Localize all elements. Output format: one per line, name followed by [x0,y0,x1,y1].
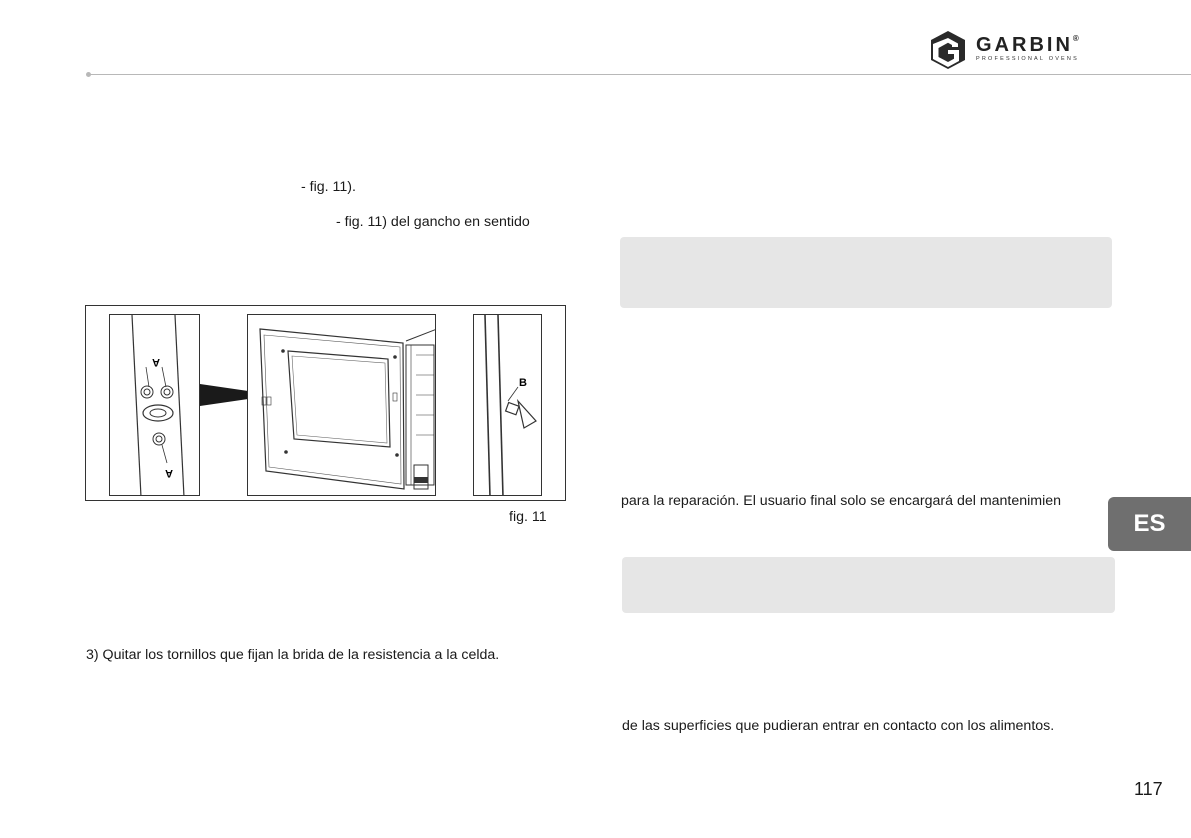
brand-name-text: GARBIN [976,34,1073,56]
hook-detail-drawing [474,315,542,496]
figure-oven-door-panel [247,314,436,496]
label-b: B [519,377,527,389]
oven-door-drawing [248,315,436,496]
figure-hook-detail-panel [473,314,542,496]
label-a-top: A [152,356,160,368]
registered-mark: ® [1072,34,1079,43]
brand-tagline: PROFESSIONAL OVENS [976,56,1079,62]
brand-name [976,34,1079,57]
figure-caption: fig. 11 [509,509,547,525]
label-a-bottom: A [165,467,173,479]
step-3-text: 3) Quitar los tornillos que fijan la brida de la resistencia a la celda. [86,647,500,663]
language-tab-es: ES [1108,497,1191,551]
garbin-logo-icon [928,30,968,70]
figure-detail-hinge-panel [109,314,200,496]
note-box-top [620,237,1112,308]
text-fig11-ref-b: - fig. 11) del gancho en sentido [336,214,530,230]
figure-11 [85,305,566,501]
note-box-bottom [622,557,1115,613]
page-number: 117 [1134,779,1163,799]
text-fig11-ref-a: - fig. 11). [301,179,356,195]
text-repair-line: para la reparación. El usuario final solo se encargará del mantenimien [621,493,1062,509]
hinge-detail-drawing [110,315,200,496]
header-rule [88,74,1191,75]
text-surfaces-line: de las superficies que pudieran entrar en contacto con los alimentos. [622,718,1055,734]
